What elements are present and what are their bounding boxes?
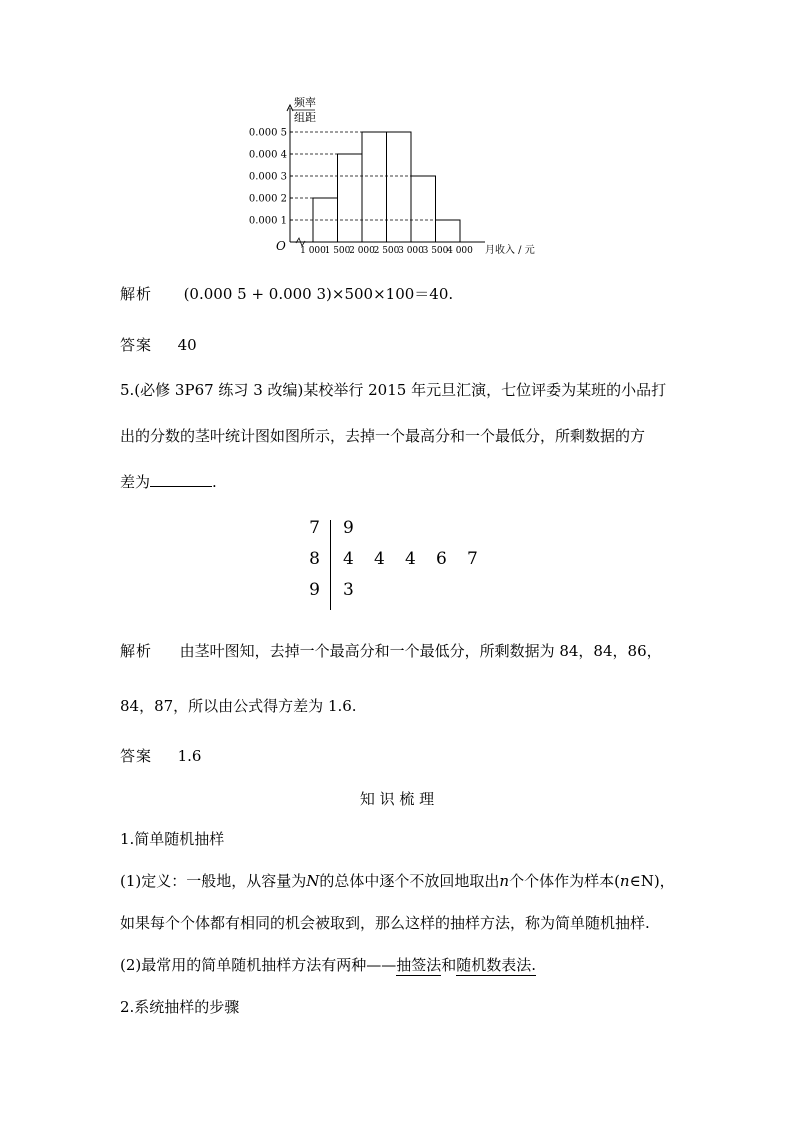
histogram-bar [436, 220, 461, 242]
leaf-value: 3 [343, 580, 354, 600]
problem-5-line-2: 出的分数的茎叶统计图如图所示，去掉一个最高分和一个最低分，所剩数据的方 [120, 427, 646, 445]
y-tick-label: 0.000 1 [248, 215, 287, 227]
answer-2 [120, 745, 201, 766]
x-tick-label: 3 500 [422, 246, 449, 256]
histogram-bar [411, 176, 436, 242]
leaf-value: 4 [405, 549, 416, 569]
solution-2-line-2: 84，87，所以由公式得方差为 1.6. [120, 697, 357, 715]
answer-1-text: 40 [177, 336, 197, 354]
leaf-value: 6 [436, 549, 447, 569]
method-random-table: 随机数表法 [456, 956, 532, 974]
x-tick-label: 3 000 [398, 246, 424, 256]
y-tick-label: 0.000 5 [248, 127, 287, 139]
x-tick-label: 2 500 [373, 246, 400, 256]
stem-value: 8 [309, 549, 320, 569]
histogram-bar [338, 154, 363, 242]
chart-ylabel-bottom: 组距 [294, 111, 316, 124]
answer-1 [120, 334, 197, 355]
leaf-value: 7 [467, 549, 478, 569]
definition-line-2: 如果每个个体都有相同的机会被取到，那么这样的抽样方法，称为简单随机抽样. [120, 914, 650, 932]
variable-n: n [499, 872, 510, 890]
definition-text-a: (1)定义：一般地，从容量为 [120, 872, 307, 890]
variable-N: N [306, 872, 320, 890]
methods-line [120, 954, 536, 975]
definition-text-b: 的总体中逐个不放回地取出 [319, 872, 500, 890]
stem-leaf-plot [300, 518, 500, 612]
solution-1 [120, 283, 453, 304]
chart-origin: O [276, 239, 286, 253]
problem-5-line-3-prefix: 差为 [120, 473, 151, 491]
section-heading: 知 识 梳 理 [359, 790, 435, 808]
solution-2-line-1 [120, 640, 662, 661]
item-2-title: 2.系统抽样的步骤 [120, 998, 240, 1016]
histogram-bar [362, 132, 387, 242]
x-tick-label: 2 000 [349, 246, 375, 256]
chart-ylabel-top: 频率 [294, 96, 316, 109]
y-tick-label: 0.000 3 [248, 171, 287, 183]
stem-value: 9 [309, 580, 320, 600]
leaf-value: 9 [343, 518, 354, 538]
solution-2-text-1: 由茎叶图知，去掉一个最高分和一个最低分，所剩数据为 84，84，86， [179, 642, 662, 660]
y-tick-label: 0.000 4 [248, 149, 287, 161]
chart-xlabel: 月收入 / 元 [485, 245, 535, 256]
methods-text-c: . [531, 956, 537, 974]
stem-divider [330, 520, 331, 610]
problem-5-line-3-suffix: . [212, 473, 217, 491]
answer-2-label: 答案 [120, 747, 153, 765]
methods-text-b: 和 [441, 956, 457, 974]
definition-text-c: 个个体作为样本( [509, 872, 620, 890]
histogram-chart [240, 90, 550, 265]
solution-1-text: (0.000 5 + 0.000 3)×500×100＝40. [183, 285, 454, 303]
leaf-value: 4 [343, 549, 354, 569]
problem-5-line-3 [120, 471, 217, 492]
problem-5-line-1: 5.(必修 3P67 练习 3 改编)某校举行 2015 年元旦汇演，七位评委为某班的小品打 [120, 381, 667, 399]
definition-line-1 [120, 870, 675, 891]
definition-text-d: ∈N)， [629, 872, 675, 890]
solution-2-label: 解析 [120, 642, 153, 660]
answer-1-label: 答案 [120, 336, 153, 354]
y-tick-label: 0.000 2 [248, 193, 287, 205]
leaf-value: 4 [374, 549, 385, 569]
x-tick-label: 4 000 [447, 246, 473, 256]
methods-text-a: (2)最常用的简单随机抽样方法有两种—— [120, 956, 397, 974]
x-tick-label: 1 000 [300, 246, 326, 256]
answer-2-text: 1.6 [177, 747, 202, 765]
item-1-title: 1.简单随机抽样 [120, 830, 225, 848]
x-tick-label: 1 500 [324, 246, 351, 256]
histogram-bar [387, 132, 412, 242]
answer-blank [150, 474, 212, 487]
stem-value: 7 [309, 518, 320, 538]
solution-1-label: 解析 [120, 285, 153, 303]
method-lottery: 抽签法 [396, 956, 442, 974]
variable-n-2: n [619, 872, 630, 890]
